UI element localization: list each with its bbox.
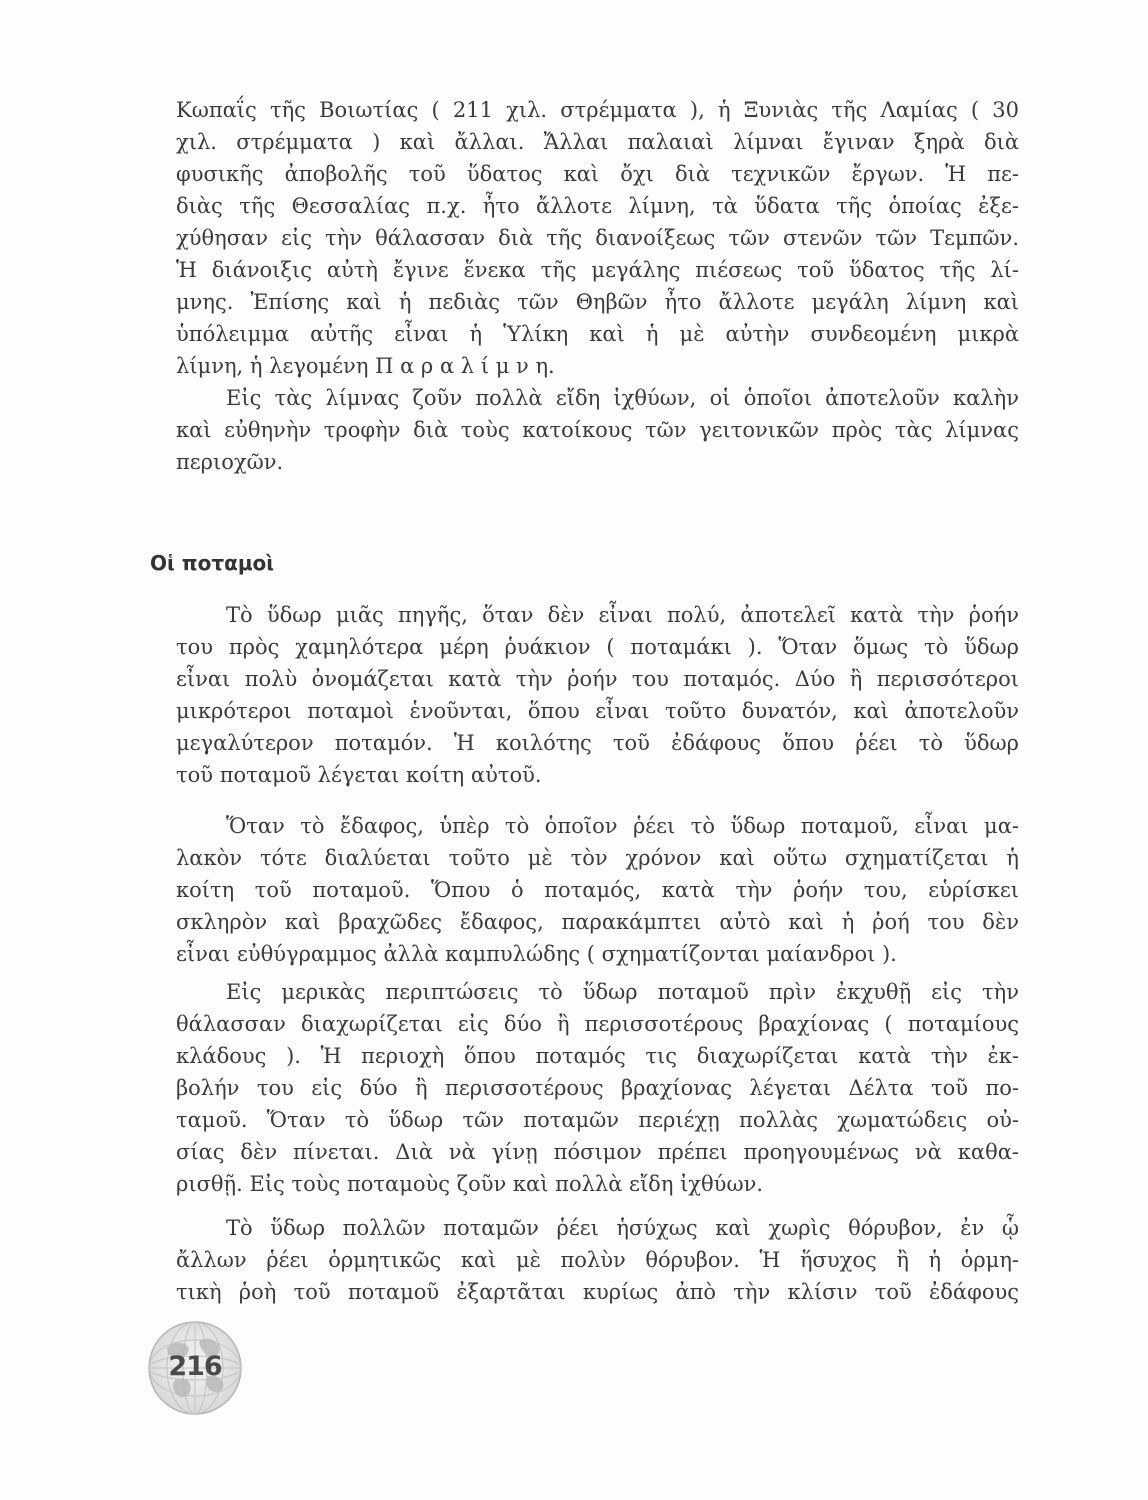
text-line: κοίτη τοῦ ποταμοῦ. Ὅπου ὁ ποταμός, κατὰ τὴν ῥοήν του, εὑρίσκει: [176, 878, 1019, 902]
text-line: μεγαλύτερον ποταμόν. Ἡ κοιλότης τοῦ ἐδάφους ὅπου ῥέει τὸ ὕδωρ: [176, 731, 1019, 755]
text-line: Εἰς μερικὰς περιπτώσεις τὸ ὕδωρ ποταμοῦ πρὶν ἐκχυθῇ εἰς τὴν: [226, 980, 1019, 1004]
text-line: ἄλλων ῥέει ὁρμητικῶς καὶ μὲ πολὺν θόρυβον. Ἡ ἥσυχος ἢ ἡ ὁρμη-: [176, 1248, 1019, 1272]
text-line: εἶναι εὐθύγραμμος ἀλλὰ καμπυλώδης ( σχηματίζονται μαίανδροι ).: [176, 942, 897, 966]
text-line: του πρὸς χαμηλότερα μέρη ῥυάκιον ( ποταμάκι ). Ὅταν ὅμως τὸ ὕδωρ: [176, 635, 1019, 659]
text-line: μνης. Ἐπίσης καὶ ἡ πεδιὰς τῶν Θηβῶν ἦτο ἄλλοτε μεγάλη λίμνη καὶ: [176, 290, 1019, 314]
text-line: θάλασσαν διαχωρίζεται εἰς δύο ἢ περισσοτέρους βραχίονας ( ποταμίους: [176, 1012, 1019, 1036]
text-line: περιοχῶν.: [176, 450, 284, 474]
text-line: τοῦ ποταμοῦ λέγεται κοίτη αὐτοῦ.: [176, 763, 542, 787]
text-line: κλάδους ). Ἡ περιοχὴ ὅπου ποταμός τις διαχωρίζεται κατὰ τὴν ἐκ-: [176, 1044, 1019, 1068]
page-number-badge: [145, 1318, 245, 1418]
text-line: σίας δὲν πίνεται. Διὰ νὰ γίνῃ πόσιμον πρέπει προηγουμένως νὰ καθα-: [176, 1140, 1019, 1164]
text-line: χύθησαν εἰς τὴν θάλασσαν διὰ τῆς διανοίξεως τῶν στενῶν τῶν Τεμπῶν.: [176, 226, 1019, 250]
text-line: Τὸ ὕδωρ πολλῶν ποταμῶν ῥέει ἡσύχως καὶ χωρὶς θόρυβον, ἐν ᾧ: [226, 1216, 1019, 1240]
text-line: τικὴ ῥοὴ τοῦ ποταμοῦ ἐξαρτᾶται κυρίως ἀπὸ τὴν κλίσιν τοῦ ἐδάφους: [176, 1280, 1019, 1304]
text-line: εἶναι πολὺ ὀνομάζεται κατὰ τὴν ῥοήν του ποταμός. Δύο ἢ περισσότεροι: [176, 667, 1019, 691]
text-line: λίμνη, ἡ λεγομένη Π α ρ α λ ί μ ν η.: [176, 354, 555, 378]
page-number: 216: [168, 1351, 222, 1382]
text-line: ρισθῇ. Εἰς τοὺς ποταμοὺς ζοῦν καὶ πολλὰ εἴδη ἰχθύων.: [176, 1172, 764, 1196]
text-line: μικρότεροι ποταμοὶ ἑνοῦνται, ὅπου εἶναι τοῦτο δυνατόν, καὶ ἀποτελοῦν: [176, 699, 1019, 723]
section-heading: Οἱ ποταμοὶ: [150, 551, 275, 575]
text-line: διὰς τῆς Θεσσαλίας π.χ. ἦτο ἄλλοτε λίμνη, τὰ ὕδατα τῆς ὁποίας ἐξε-: [176, 194, 1019, 218]
text-line: καὶ εὐθηνὴν τροφὴν διὰ τοὺς κατοίκους τῶν γειτονικῶν πρὸς τὰς λίμνας: [176, 418, 1019, 442]
text-line: Κωπαΐς τῆς Βοιωτίας ( 211 χιλ. στρέμματα ), ἡ Ξυνιὰς τῆς Λαμίας ( 30: [176, 98, 1019, 122]
text-line: βολήν του εἰς δύο ἢ περισσοτέρους βραχίονας λέγεται Δέλτα τοῦ πο-: [176, 1076, 1019, 1100]
text-line: Ἡ διάνοιξις αὐτὴ ἔγινε ἕνεκα τῆς μεγάλης πιέσεως τοῦ ὕδατος τῆς λί-: [176, 258, 1019, 282]
text-line: ταμοῦ. Ὅταν τὸ ὕδωρ τῶν ποταμῶν περιέχῃ πολλὰς χωματώδεις οὐ-: [176, 1108, 1019, 1132]
text-line: χιλ. στρέμματα ) καὶ ἄλλαι. Ἄλλαι παλαιαὶ λίμναι ἔγιναν ξηρὰ διὰ: [176, 130, 1019, 154]
text-line: Ὅταν τὸ ἔδαφος, ὑπὲρ τὸ ὁποῖον ῥέει τὸ ὕδωρ ποταμοῦ, εἶναι μα-: [226, 814, 1019, 838]
text-line: σκληρὸν καὶ βραχῶδες ἔδαφος, παρακάμπτει αὐτὸ καὶ ἡ ῥοή του δὲν: [176, 910, 1019, 934]
text-line: λακὸν τότε διαλύεται τοῦτο μὲ τὸν χρόνον καὶ οὕτω σχηματίζεται ἡ: [176, 846, 1019, 870]
text-line: φυσικῆς ἀποβολῆς τοῦ ὕδατος καὶ ὄχι διὰ τεχνικῶν ἔργων. Ἡ πε-: [176, 162, 1019, 186]
text-line: Τὸ ὕδωρ μιᾶς πηγῆς, ὅταν δὲν εἶναι πολύ, ἀποτελεῖ κατὰ τὴν ῥοήν: [226, 603, 1019, 627]
text-line: Εἰς τὰς λίμνας ζοῦν πολλὰ εἴδη ἰχθύων, οἱ ὁποῖοι ἀποτελοῦν καλὴν: [226, 386, 1019, 410]
text-line: ὑπόλειμμα αὐτῆς εἶναι ἡ Ὑλίκη καὶ ἡ μὲ αὐτὴν συνδεομένη μικρὰ: [176, 322, 1019, 346]
